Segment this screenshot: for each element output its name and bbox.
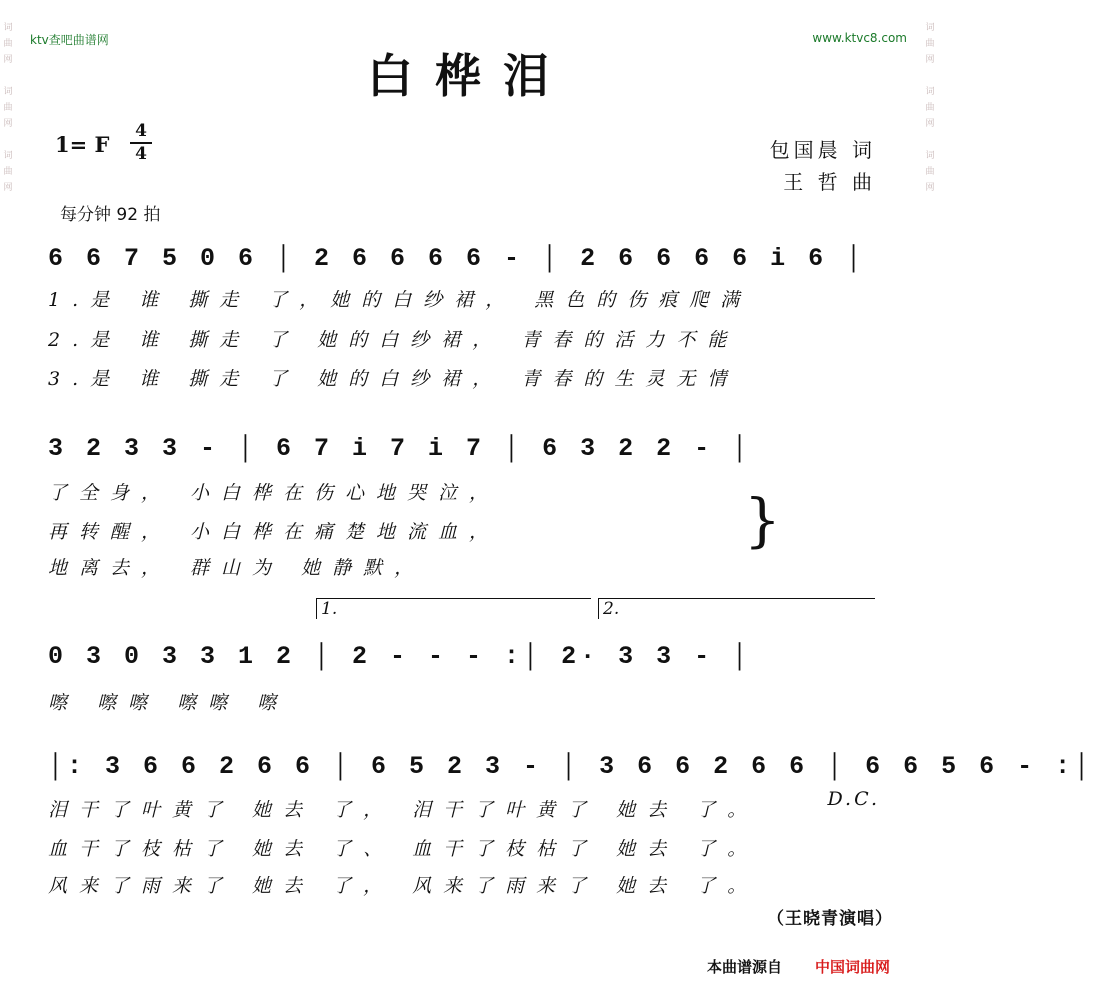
da-capo-mark: D.C. — [827, 788, 880, 810]
lyric-line-1-verse-2: 2.是 谁 撕走 了 她的白纱裙， 青春的活力不能 — [48, 329, 739, 351]
volta-first-ending: 1. — [316, 598, 591, 619]
lyric-line-4-verse-1: 泪干了叶黄了 她去 了， 泪干了叶黄了 她去 了。 — [48, 799, 759, 821]
lyric-line-4-verse-2: 血干了枝枯了 她去 了、 血干了枝枯了 她去 了。 — [48, 838, 759, 860]
source-label: 本曲谱源自 — [707, 958, 783, 976]
left-watermark: 词曲网 词曲网 词曲网 — [3, 23, 13, 193]
verse-brace: } — [744, 486, 781, 554]
lyric-line-2-verse-1: 了全身， 小白桦在伤心地哭泣， — [48, 482, 501, 504]
lyricist-credit: 包国晨 词 — [769, 138, 876, 162]
singer-credit: （王晓青演唱） — [767, 909, 893, 929]
right-watermark: 词曲网 词曲网 词曲网 — [925, 23, 935, 193]
lyric-line-4-verse-3: 风来了雨来了 她去 了， 风来了雨来了 她去 了。 — [48, 875, 759, 897]
notation-line-3: 0 3 0 3 3 1 2 │ 2 - - - :│ 2· 3 3 - │ — [48, 642, 752, 671]
time-signature-bottom: 4 — [135, 144, 147, 164]
notation-line-1: 6 6 7 5 0 6 │ 2 6 6 6 6 - │ 2 6 6 6 6 i 6 │ — [48, 244, 866, 273]
song-title: 白桦泪 — [367, 49, 571, 103]
lyric-line-1-verse-1: 1.是 谁 撕走 了，她的白纱裙， 黑色的伤痕爬满 — [48, 289, 752, 311]
lyric-line-1-verse-3: 3.是 谁 撕走 了 她的白纱裙， 青春的生灵无情 — [48, 368, 739, 390]
tempo-marking: 每分钟 92 拍 — [60, 205, 161, 225]
lyric-line-2-verse-3: 地离去， 群山为 她静默， — [48, 557, 426, 579]
notation-line-2: 3 2 3 3 - │ 6 7 i 7 i 7 │ 6 3 2 2 - │ — [48, 434, 752, 463]
source-site-link[interactable]: 中国词曲网 — [815, 958, 891, 976]
lyric-line-3: 嚓 嚓嚓 嚓嚓 嚓 — [48, 692, 289, 714]
notation-line-4: │: 3 6 6 2 6 6 │ 6 5 2 3 - │ 3 6 6 2 6 6 │ 6 6 5 6 - :│ — [48, 752, 1093, 781]
site-name-left: ktv查吧曲谱网 — [30, 33, 109, 47]
lyric-line-2-verse-2: 再转醒， 小白桦在痛楚地流血， — [48, 521, 501, 543]
time-signature — [130, 122, 152, 164]
composer-credit: 王 哲 曲 — [783, 170, 876, 194]
site-url-right: www.ktvc8.com — [812, 31, 907, 45]
key-signature: 1= F — [55, 132, 110, 157]
volta-second-ending: 2. — [598, 598, 875, 619]
time-signature-top: 4 — [135, 121, 147, 141]
